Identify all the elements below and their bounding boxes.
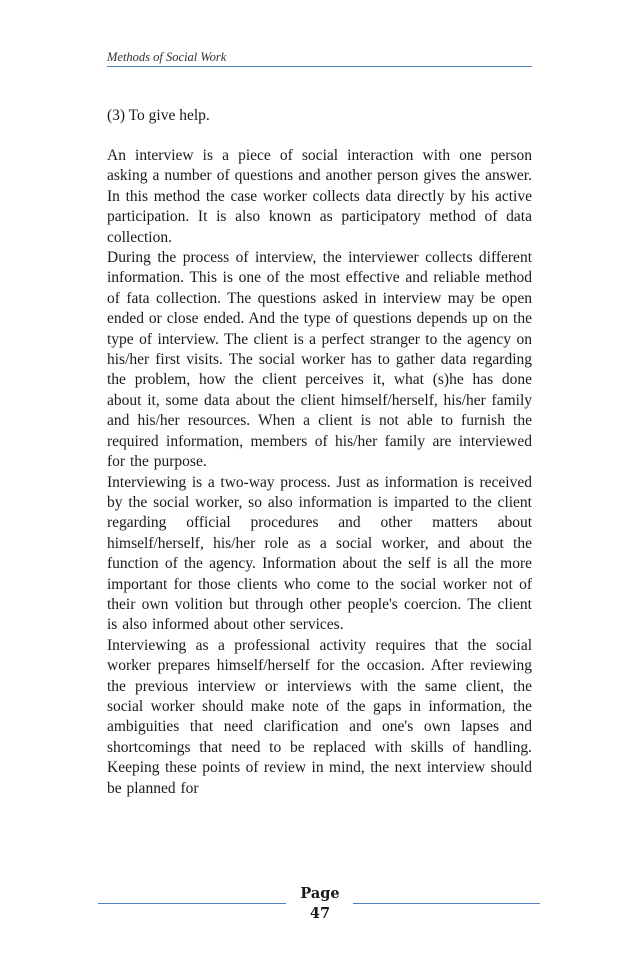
footer-rule-left <box>98 903 286 904</box>
paragraph-two-way-process: Interviewing is a two-way process. Just as information is received by the social worker, so also information is imparted to the client regarding official procedures and other matters about himself/herself, his/her role as a social worker, and about the function of the agency. Information about the self is all the more important for those clients who come to the social worker not of their own volition but through other people's coercion. The client is also informed about other services. <box>107 473 532 634</box>
page-number-block <box>295 884 345 924</box>
page-body <box>107 106 532 799</box>
intro-line: (3) To give help. <box>107 107 210 124</box>
page-footer <box>98 882 540 932</box>
header-title: Methods of Social Work <box>107 50 227 64</box>
footer-rule-right <box>353 903 540 904</box>
page-label: Page <box>300 885 340 902</box>
paragraph-professional-activity: Interviewing as a professional activity requires that the social worker prepares himself/herself for the occasion. After reviewing the previous interview or interviews with the same client, the social worker should make note of the gaps in information, the ambiguities that need clarification and one's own lapses and shortcomings that need to be replaced with skills of handling. Keeping these points of review in mind, the next interview should be planned for <box>107 636 532 797</box>
paragraph-interview-process: During the process of interview, the interviewer collects different information. This is one of the most effective and reliable method of fata collection. The questions asked in interview may be open ended or close ended. And the type of questions depends up on the type of interview. The client is a perfect stranger to the agency on his/her first visits. The social worker has to gather data regarding the problem, how the client perceives it, what (s)he has done about it, some data about the client himself/herself, his/her family and his/her resources. When a client is not able to furnish the required information, members of his/her family are interviewed for the purpose. <box>107 249 532 471</box>
page-number: 47 <box>309 905 331 922</box>
paragraph-interview-definition: An interview is a piece of social interaction with one person asking a number of questions and another person gives the answer. In this method the case worker collects data directly by his active participation. It is also known as participatory method of data collection. <box>107 147 532 246</box>
running-header <box>107 50 532 67</box>
